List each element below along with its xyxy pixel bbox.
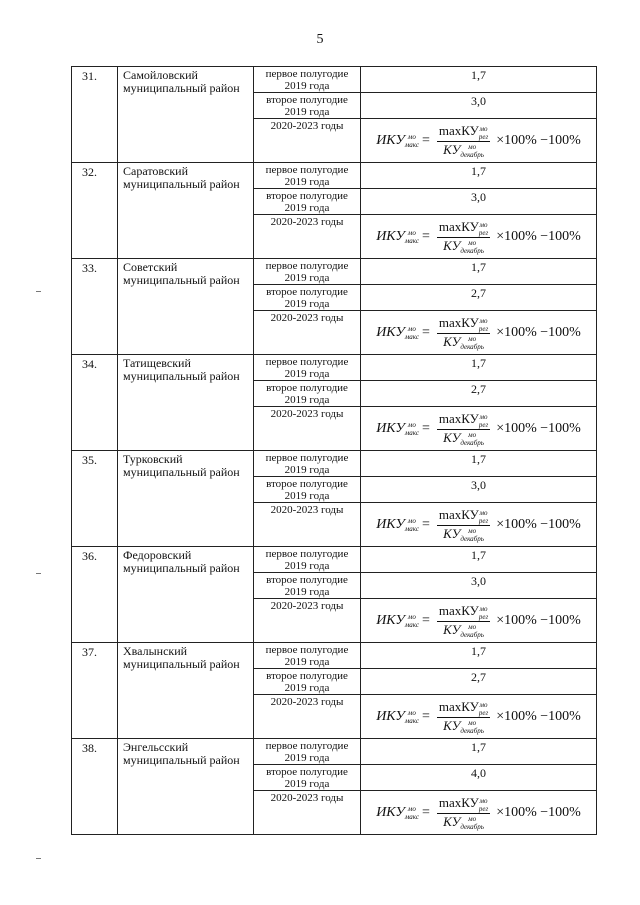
row-number: 36. bbox=[72, 547, 118, 643]
formula-rest: ×100% −100% bbox=[496, 517, 581, 532]
formula-rest: ×100% −100% bbox=[496, 325, 581, 340]
period-second-half: второе полугодие 2019 года bbox=[254, 93, 361, 119]
period-second-half: второе полугодие 2019 года bbox=[254, 381, 361, 407]
formula-cell bbox=[361, 695, 597, 739]
index-formula: ИКУ мо макс = maxКУ мо рег КУ мо декабрь ×100% −100% bbox=[376, 699, 581, 735]
value-second-half: 4,0 bbox=[361, 765, 597, 791]
period-range: 2020-2023 годы bbox=[254, 599, 361, 643]
value-second-half: 3,0 bbox=[361, 189, 597, 215]
margin-mark bbox=[36, 573, 41, 574]
formula-lhs: ИКУ мо макс bbox=[376, 708, 419, 725]
row-number: 32. bbox=[72, 163, 118, 259]
margin-mark bbox=[36, 291, 41, 292]
margin-mark bbox=[36, 858, 41, 859]
row-number: 31. bbox=[72, 67, 118, 163]
formula-fraction: maxКУ мо рег КУ мо декабрь bbox=[438, 507, 489, 543]
period-first-half: первое полугодие 2019 года bbox=[254, 643, 361, 669]
formula-lhs: ИКУ мо макс bbox=[376, 228, 419, 245]
formula-cell bbox=[361, 119, 597, 163]
value-second-half: 3,0 bbox=[361, 573, 597, 599]
formula-lhs: ИКУ мо макс bbox=[376, 132, 419, 149]
row-number: 38. bbox=[72, 739, 118, 835]
formula-cell bbox=[361, 791, 597, 835]
value-second-half: 3,0 bbox=[361, 477, 597, 503]
index-formula: ИКУ мо макс = maxКУ мо рег КУ мо декабрь ×100% −100% bbox=[376, 603, 581, 639]
formula-cell bbox=[361, 599, 597, 643]
period-second-half: второе полугодие 2019 года bbox=[254, 669, 361, 695]
formula-fraction: maxКУ мо рег КУ мо декабрь bbox=[438, 699, 489, 735]
page-number: 5 bbox=[316, 32, 324, 47]
district-name: Энгельсский муниципальный район bbox=[118, 739, 254, 835]
value-first-half: 1,7 bbox=[361, 259, 597, 285]
formula-fraction: maxКУ мо рег КУ мо декабрь bbox=[438, 411, 489, 447]
formula-rest: ×100% −100% bbox=[496, 613, 581, 628]
value-second-half: 3,0 bbox=[361, 93, 597, 119]
period-range: 2020-2023 годы bbox=[254, 407, 361, 451]
index-formula: ИКУ мо макс = maxКУ мо рег КУ мо декабрь ×100% −100% bbox=[376, 411, 581, 447]
period-first-half: первое полугодие 2019 года bbox=[254, 547, 361, 573]
value-first-half: 1,7 bbox=[361, 451, 597, 477]
period-first-half: первое полугодие 2019 года bbox=[254, 451, 361, 477]
table-body bbox=[72, 67, 597, 835]
table-row bbox=[72, 355, 597, 381]
value-first-half: 1,7 bbox=[361, 355, 597, 381]
formula-rest: ×100% −100% bbox=[496, 133, 581, 148]
period-second-half: второе полугодие 2019 года bbox=[254, 765, 361, 791]
district-name: Турковский муниципальный район bbox=[118, 451, 254, 547]
value-first-half: 1,7 bbox=[361, 67, 597, 93]
table-row bbox=[72, 739, 597, 765]
value-first-half: 1,7 bbox=[361, 163, 597, 189]
district-name: Советский муниципальный район bbox=[118, 259, 254, 355]
formula-cell bbox=[361, 215, 597, 259]
row-number: 37. bbox=[72, 643, 118, 739]
index-formula: ИКУ мо макс = maxКУ мо рег КУ мо декабрь ×100% −100% bbox=[376, 219, 581, 255]
formula-lhs: ИКУ мо макс bbox=[376, 612, 419, 629]
index-formula: ИКУ мо макс = maxКУ мо рег КУ мо декабрь ×100% −100% bbox=[376, 315, 581, 351]
formula-lhs: ИКУ мо макс bbox=[376, 804, 419, 821]
formula-cell bbox=[361, 503, 597, 547]
district-name: Самойловский муниципальный район bbox=[118, 67, 254, 163]
period-first-half: первое полугодие 2019 года bbox=[254, 259, 361, 285]
formula-lhs: ИКУ мо макс bbox=[376, 324, 419, 341]
table-row bbox=[72, 259, 597, 285]
formula-fraction: maxКУ мо рег КУ мо декабрь bbox=[438, 219, 489, 255]
value-second-half: 2,7 bbox=[361, 285, 597, 311]
formula-lhs: ИКУ мо макс bbox=[376, 516, 419, 533]
period-range: 2020-2023 годы bbox=[254, 791, 361, 835]
formula-cell bbox=[361, 407, 597, 451]
index-formula: ИКУ мо макс = maxКУ мо рег КУ мо декабрь ×100% −100% bbox=[376, 507, 581, 543]
period-second-half: второе полугодие 2019 года bbox=[254, 477, 361, 503]
period-first-half: первое полугодие 2019 года bbox=[254, 163, 361, 189]
index-formula: ИКУ мо макс = maxКУ мо рег КУ мо декабрь ×100% −100% bbox=[376, 123, 581, 159]
period-range: 2020-2023 годы bbox=[254, 311, 361, 355]
district-name: Саратовский муниципальный район bbox=[118, 163, 254, 259]
table-row bbox=[72, 451, 597, 477]
value-first-half: 1,7 bbox=[361, 547, 597, 573]
period-second-half: второе полугодие 2019 года bbox=[254, 573, 361, 599]
value-first-half: 1,7 bbox=[361, 739, 597, 765]
value-first-half: 1,7 bbox=[361, 643, 597, 669]
table-row bbox=[72, 163, 597, 189]
row-number: 33. bbox=[72, 259, 118, 355]
formula-fraction: maxКУ мо рег КУ мо декабрь bbox=[438, 123, 489, 159]
period-range: 2020-2023 годы bbox=[254, 119, 361, 163]
value-second-half: 2,7 bbox=[361, 381, 597, 407]
period-first-half: первое полугодие 2019 года bbox=[254, 739, 361, 765]
period-first-half: первое полугодие 2019 года bbox=[254, 355, 361, 381]
formula-rest: ×100% −100% bbox=[496, 229, 581, 244]
row-number: 34. bbox=[72, 355, 118, 451]
period-first-half: первое полугодие 2019 года bbox=[254, 67, 361, 93]
formula-fraction: maxКУ мо рег КУ мо декабрь bbox=[438, 795, 489, 831]
formula-fraction: maxКУ мо рег КУ мо декабрь bbox=[438, 603, 489, 639]
period-range: 2020-2023 годы bbox=[254, 215, 361, 259]
formula-lhs: ИКУ мо макс bbox=[376, 420, 419, 437]
formula-rest: ×100% −100% bbox=[496, 709, 581, 724]
formula-cell bbox=[361, 311, 597, 355]
table-row bbox=[72, 547, 597, 573]
formula-rest: ×100% −100% bbox=[496, 421, 581, 436]
district-name: Хвалынский муниципальный район bbox=[118, 643, 254, 739]
period-second-half: второе полугодие 2019 года bbox=[254, 189, 361, 215]
period-range: 2020-2023 годы bbox=[254, 695, 361, 739]
table-row bbox=[72, 643, 597, 669]
district-name: Федоровский муниципальный район bbox=[118, 547, 254, 643]
value-second-half: 2,7 bbox=[361, 669, 597, 695]
row-number: 35. bbox=[72, 451, 118, 547]
formula-rest: ×100% −100% bbox=[496, 805, 581, 820]
district-name: Татищевский муниципальный район bbox=[118, 355, 254, 451]
table-row bbox=[72, 67, 597, 93]
tariff-table bbox=[71, 66, 597, 835]
formula-fraction: maxКУ мо рег КУ мо декабрь bbox=[438, 315, 489, 351]
period-range: 2020-2023 годы bbox=[254, 503, 361, 547]
period-second-half: второе полугодие 2019 года bbox=[254, 285, 361, 311]
index-formula: ИКУ мо макс = maxКУ мо рег КУ мо декабрь ×100% −100% bbox=[376, 795, 581, 831]
